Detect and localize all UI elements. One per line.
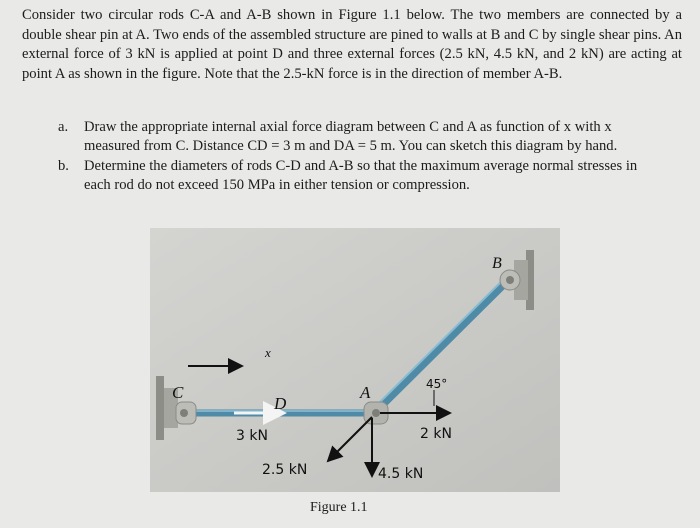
label-angle: 45° [426,377,448,391]
label-c: C [172,383,184,402]
label-d: D [274,394,287,413]
part-a [58,118,658,157]
part-a-label: a. [58,119,69,135]
label-x: x [265,345,271,360]
part-b [58,157,658,196]
part-b-text: Determine the diameters of rods C-D and A-B so that the maximum average normal stresses in each rod do not exceed 150 MPa in either tension or compression. [84,157,638,194]
figure-1-1 [150,228,560,492]
part-a-text: Draw the appropriate internal axial force diagram between C and A as function of x with x measured from C. Distance CD = 3 m and DA = 5 m. You can sketch this diagram by hand. [84,119,618,155]
figure-caption: Figure 1.1 [310,500,368,515]
structure-diagram [150,228,560,492]
problem-statement: Consider two circular rods C-A and A-B shown in Figure 1.1 below. The two members are connected by a double shear pin at A. Two ends of the assembled structure are pined to walls at B and C by single shear pins. An external force of 3 kN is applied at point D and three external forces (2.5 kN, 4.5 kN, and 2 kN) are acting at point A as shown in the figure. Note that the 2.5-kN force is in the direction of member A-B. [22,7,682,82]
part-b-label: b. [58,157,69,174]
pin-b [500,270,520,290]
label-force-2kn: 2 kN [420,426,452,442]
label-force-45kn: 4.5 kN [378,466,424,482]
pin-c [176,402,196,424]
problem-parts [58,118,658,196]
label-b: B [492,255,502,272]
label-force-25kn: 2.5 kN [262,462,308,478]
label-force-3kn: 3 kN [236,428,268,444]
label-a: A [360,383,371,402]
